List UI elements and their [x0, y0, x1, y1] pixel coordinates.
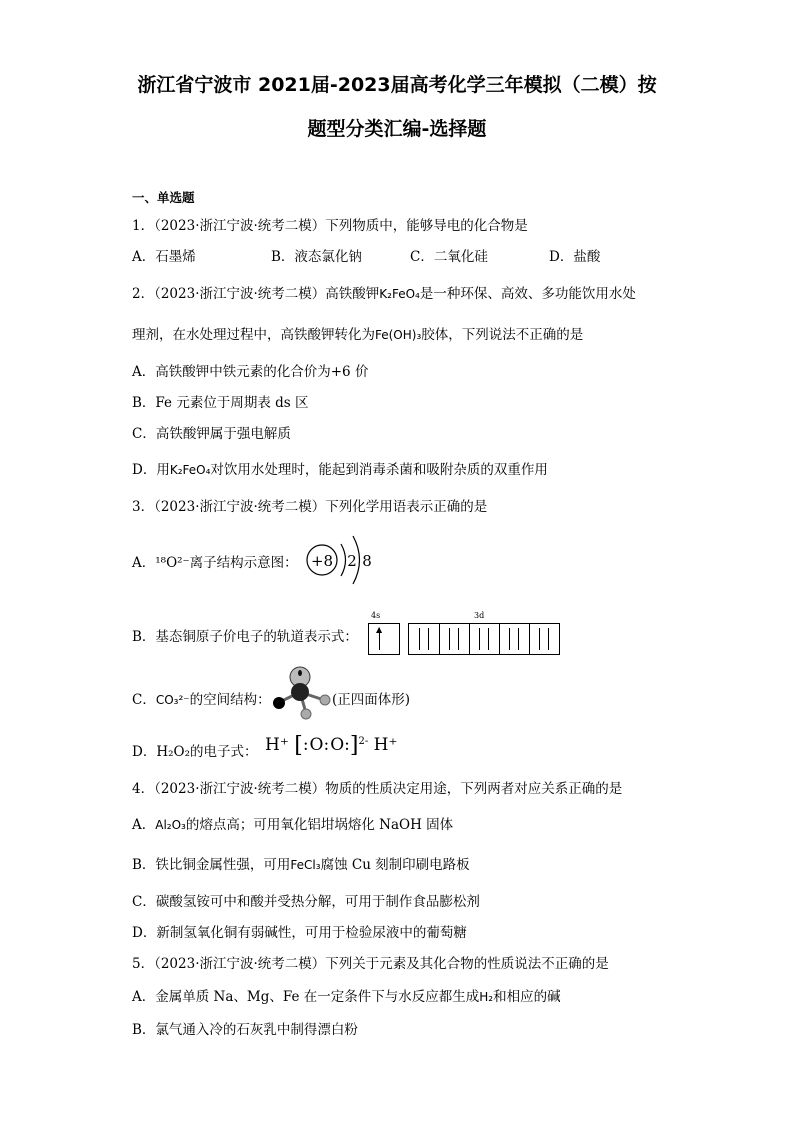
q1-option-c: C．二氧化硅: [410, 249, 488, 265]
bottom-atom: [301, 709, 311, 719]
q3-option-d-label: D．H₂O₂的电子式：: [132, 744, 258, 760]
q3-option-c: [132, 688, 271, 708]
q3-option-c-label: C．: [132, 692, 156, 708]
q4-a-text: 的熔点高；可用氧化铝坩埚熔化 NaOH 固体: [185, 817, 454, 833]
q3-option-c-text: 的空间结构：: [189, 692, 271, 708]
q3-option-c-note: (正四面体形): [332, 692, 411, 708]
q5-option-b: B．氯气通入冷的石灰乳中制得漂白粉: [132, 1022, 358, 1038]
section-heading: 一、单选题: [132, 190, 195, 205]
d-charge: 2-: [358, 736, 369, 747]
orbital-4s-label: 4s: [371, 611, 381, 620]
q1-option-b: B．液态氯化钠: [271, 249, 362, 265]
q1-option-d: D．盐酸: [549, 249, 601, 265]
q5-a-text: 和相应的碱: [493, 989, 561, 1005]
q3-option-a-label: A．¹⁸O²⁻离子结构示意图：: [132, 555, 298, 571]
q5-a-prefix: A．金属单质 Na、Mg、Fe 在一定条件下与水反应都生成: [132, 989, 480, 1005]
q4-option-b: [132, 853, 470, 873]
q5-option-a: [132, 985, 561, 1005]
right-atom: [320, 695, 330, 705]
q2-option-d-a: D．用: [132, 462, 170, 478]
d-h2: H⁺: [373, 735, 398, 755]
orbital-3d-boxes: [408, 623, 560, 655]
q3-option-b-label: B．基态铜原子价电子的轨道表示式：: [132, 629, 358, 645]
q2-stem-line1: [132, 282, 636, 302]
q3-ball-stick-model: [270, 666, 336, 722]
d-h1: H⁺: [265, 735, 289, 755]
q1-option-a: A．石墨烯: [132, 249, 196, 265]
q2-stem-b: 是一种环保、高效、多功能饮用水处: [419, 286, 636, 302]
left-atom: [273, 697, 285, 709]
d-o2: O: [330, 735, 345, 755]
orbital-3d-label: 3d: [474, 611, 485, 620]
q4-option-d: D．新制氢氧化铜有弱碱性，可用于检验尿液中的葡萄糖: [132, 925, 467, 941]
q4-a-formula: Al₂O₃: [155, 818, 186, 832]
q4-stem: 4．（2023·浙江宁波·统考二模）物质的性质决定用途，下列两者对应关系正确的是: [132, 781, 623, 797]
title-line-2: 题型分类汇编-选择题: [307, 118, 487, 140]
q1-stem: 1．（2023·浙江宁波·统考二模）下列物质中，能够导电的化合物是: [132, 218, 528, 234]
q5-stem: 5．（2023·浙江宁波·统考二模）下列关于元素及其化合物的性质说法不正确的是: [132, 956, 609, 972]
q2-option-d: [132, 458, 548, 478]
electron-shell-1: [341, 544, 346, 576]
q4-a-prefix: A．: [132, 817, 156, 833]
q3-ion-structure-diagram: [300, 530, 380, 590]
d-o1: O: [309, 735, 324, 755]
q2-formula-feoh3: Fe(OH)₃: [375, 328, 422, 342]
q2-option-a: A．高铁酸钾中铁元素的化合价为+6 价: [132, 364, 369, 380]
title-line-1: 浙江省宁波市 2021届-2023届高考化学三年模拟（二模）按: [137, 74, 657, 96]
q3-stem: 3．（2023·浙江宁波·统考二模）下列化学用语表示正确的是: [132, 499, 488, 515]
q4-b-text: 腐蚀 Cu 刻制印刷电路板: [320, 857, 470, 873]
shell-2-electrons: 8: [362, 552, 372, 570]
q2-option-c: C．高铁酸钾属于强电解质: [132, 426, 291, 442]
q2-option-d-b: 对饮用水处理时，能起到消毒杀菌和吸附杂质的双重作用: [210, 462, 548, 478]
q4-b-formula: FeCl₃: [290, 858, 321, 872]
q5-a-formula: H₂: [479, 990, 494, 1004]
central-atom: [291, 683, 309, 701]
q2-stem-d: 胶体，下列说法不正确的是: [421, 327, 584, 343]
q2-stem-c: 理剂，在水处理过程中，高铁酸钾转化为: [132, 327, 375, 343]
q2-option-d-formula: K₂FeO₄: [169, 463, 211, 477]
shell-1-electrons: 2: [347, 552, 357, 570]
q3-electron-formula: H⁺ [:O:O:]$^{2-}$ H⁺: [265, 733, 398, 758]
q2-formula-k2feo4: K₂FeO₄: [379, 287, 420, 301]
q2-stem-a: 2．（2023·浙江宁波·统考二模）高铁酸钾: [132, 286, 380, 302]
q4-option-c: C．碳酸氢铵可中和酸并受热分解，可用于制作食品膨松剂: [132, 894, 480, 910]
orbital-4s-box: ▲: [368, 623, 400, 655]
nucleus-charge: +8: [310, 552, 334, 570]
q2-option-b: B．Fe 元素位于周期表 ds 区: [132, 395, 309, 411]
q4-option-a: [132, 813, 453, 833]
q3-option-c-ion: CO₃²⁻: [155, 693, 190, 707]
q2-stem-line2: [132, 323, 583, 343]
q4-b-prefix: B．铁比铜金属性强，可用: [132, 857, 291, 873]
